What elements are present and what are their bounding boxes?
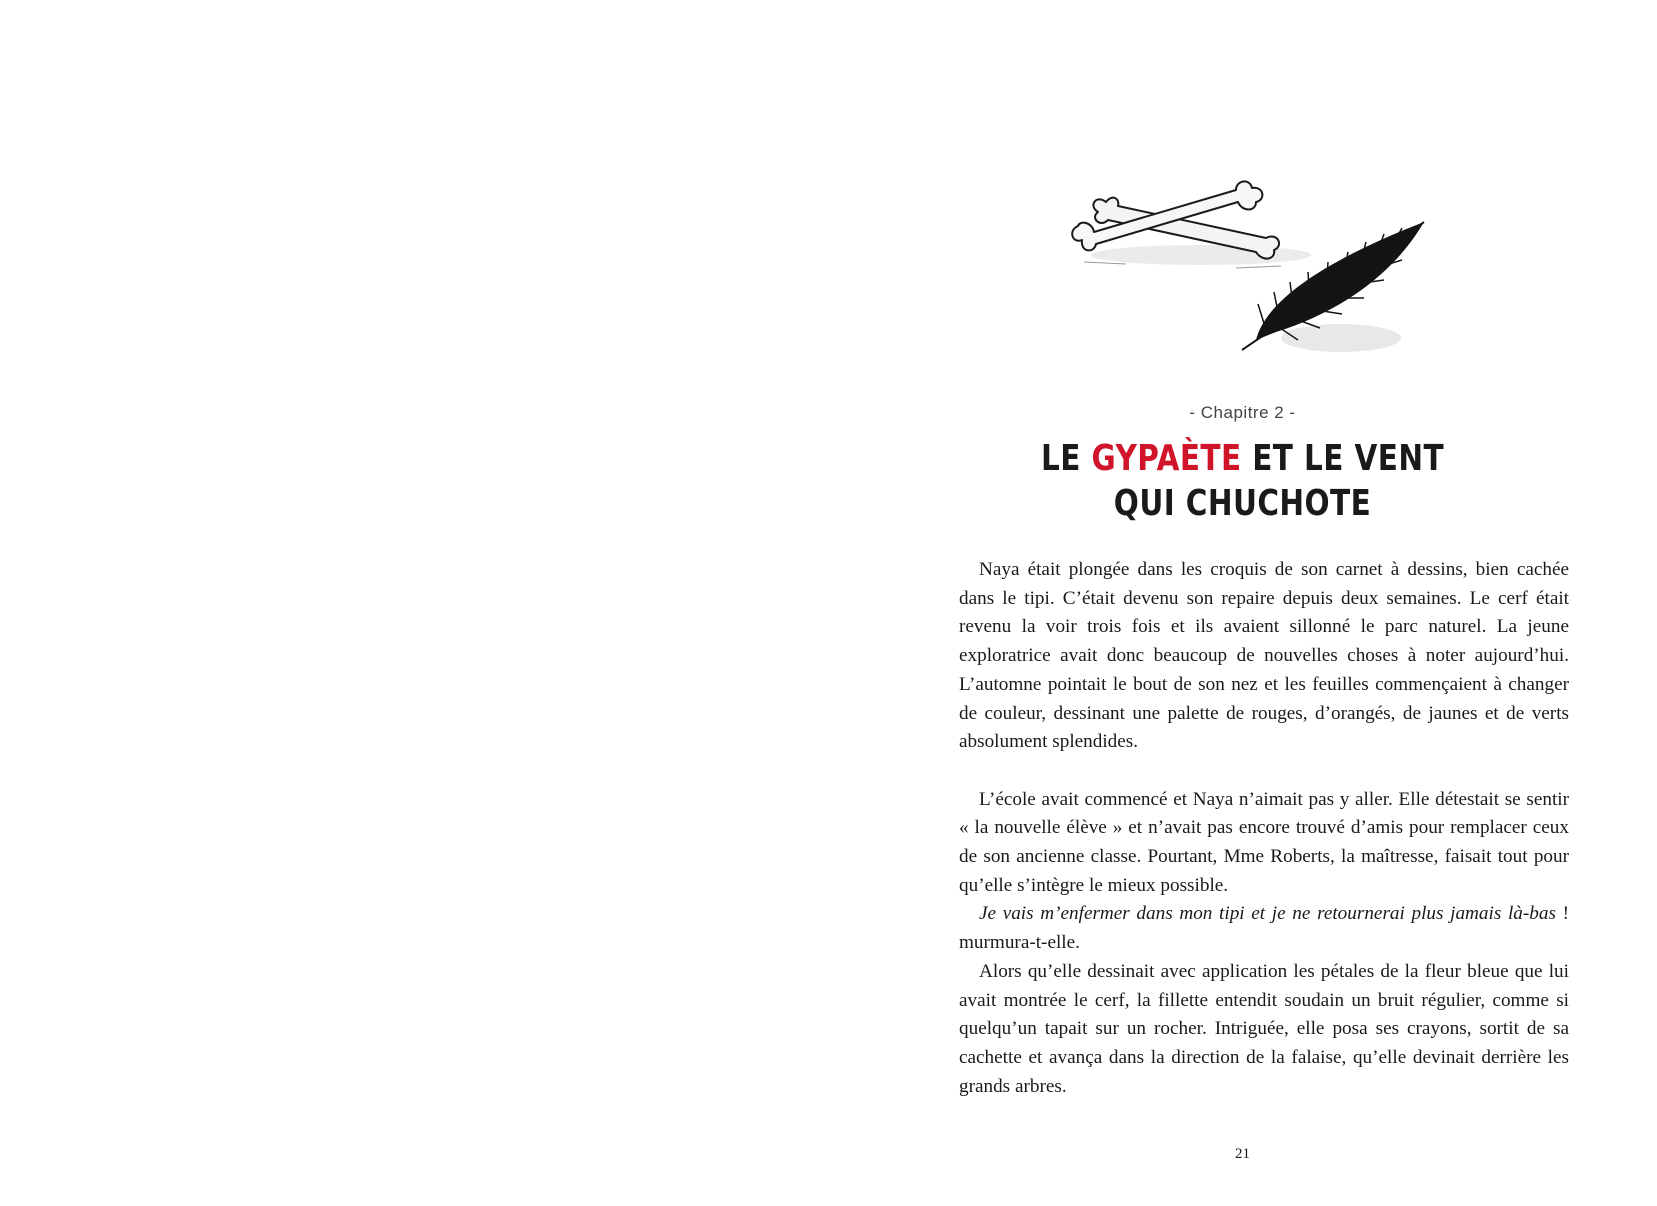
chapter-title-accent: GYPAÈTE <box>1091 438 1242 479</box>
chapter-title-line-1 <box>903 436 1583 481</box>
paragraph-3-rest: ! murmura-t-elle. <box>959 903 1570 954</box>
left-page-blank <box>0 0 828 1206</box>
chapter-illustration <box>1066 180 1446 380</box>
paragraph-4: Alors qu’elle dessinait avec application les pétales de la fleur bleue que lui avait montrée le cerf, la fillette entendit soudain un bruit régulier, comme si quelqu’un tapait sur un rocher. Intriguée, elle posa ses crayons, sortit de sa cachette et avança dans la direction de la falaise, qu’elle devinait derrière les grands arbres. <box>959 960 1569 1097</box>
chapter-title-part-2: ET LE VENT <box>1241 438 1445 479</box>
paragraph-3 <box>959 900 1569 957</box>
chapter-label: - Chapitre 2 - <box>1189 403 1296 422</box>
chapter-title-part-1: LE <box>1040 438 1092 479</box>
page-number: 21 <box>1235 1146 1250 1162</box>
chapter-body <box>959 556 1569 1101</box>
paragraph-2: L’école avait commencé et Naya n’aimait pas y aller. Elle détestait se sentir « la nouvelle élève » et n’avait pas encore trouvé d’amis pour remplacer ceux de son ancienne classe. Pourtant, Mme Roberts, la maîtresse, faisait tout pour qu’elle s’intègre le mieux possible. <box>959 788 1569 896</box>
chapter-title <box>903 436 1583 526</box>
chapter-title-line-2: QUI CHUCHOTE <box>1113 483 1372 524</box>
right-page <box>828 0 1657 1206</box>
paragraph-1: Naya était plongée dans les croquis de son carnet à dessins, bien cachée dans le tipi. C’était devenu son repaire depuis deux semaines. Le cerf était revenu la voir trois fois et ils avaient sillonné le parc naturel. La jeune exploratrice avait donc beaucoup de nouvelles choses à noter aujourd’hui. L’automne pointait le bout de son nez et les feuilles commençaient à changer de couleur, dessinant une palette de rouges, d’orangés, de jaunes et de verts absolument splendides. <box>959 559 1569 753</box>
paragraph-3-italic: Je vais m’enfermer dans mon tipi et je ne retournerai plus jamais là-bas <box>979 903 1556 925</box>
